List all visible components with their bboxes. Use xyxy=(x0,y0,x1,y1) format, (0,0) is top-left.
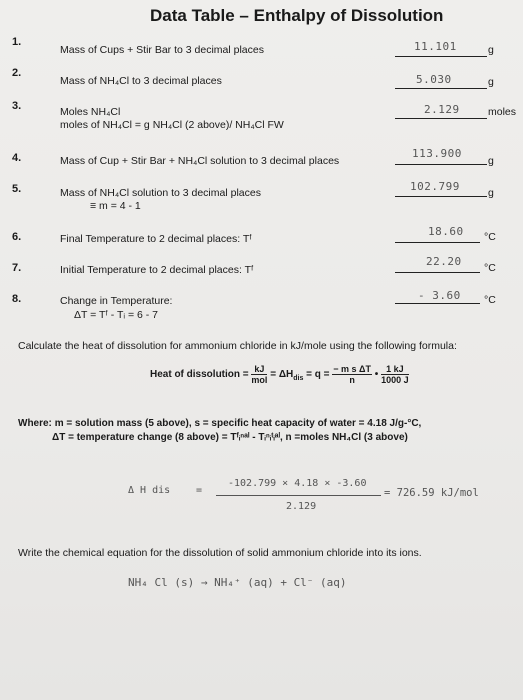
row-number: 4. xyxy=(12,152,22,164)
answer-line xyxy=(395,88,487,89)
formula-dot: • xyxy=(374,369,379,381)
row-number: 2. xyxy=(12,67,22,79)
instruction-text: Calculate the heat of dissolution for ammonium chloride in kJ/mole using the following formula: xyxy=(18,340,457,352)
where-line-1 xyxy=(18,418,421,429)
calc-lhs: Δ H dis xyxy=(128,485,171,496)
formula-fraction xyxy=(332,364,372,385)
unit-label: °C xyxy=(484,294,496,306)
row-label: Mass of NH₄Cl to 3 decimal places xyxy=(60,75,222,87)
chemical-equation[interactable]: NH₄ Cl (s) → NH₄⁺ (aq) + Cl⁻ (aq) xyxy=(128,576,347,589)
formula-q: = q = xyxy=(306,369,330,381)
page-title: Data Table – Enthalpy of Dissolution xyxy=(150,6,444,25)
formula-numerator: − m s ΔT xyxy=(333,364,372,374)
formula-prefix: Heat of dissolution = xyxy=(150,369,249,381)
where-text-2: ΔT = temperature change (8 above) = Tᶠᵢⁿᵃˡ - Tᵢⁿᵢᵗᵢᵃˡ, n =moles NH₄Cl (3 above) xyxy=(52,432,408,443)
unit-label: g xyxy=(488,155,494,167)
row-label: Final Temperature to 2 decimal places: Tᶠ xyxy=(60,233,252,245)
answer-value[interactable]: 102.799 xyxy=(410,180,460,193)
unit-label: °C xyxy=(484,262,496,274)
answer-line xyxy=(395,196,487,197)
row-number: 1. xyxy=(12,36,22,48)
row-number: 8. xyxy=(12,293,22,305)
answer-value[interactable]: 11.101 xyxy=(414,40,457,53)
row-label: Mass of Cup + Stir Bar + NH₄Cl solution to 3 decimal places xyxy=(60,155,340,167)
row-label: Change in Temperature: xyxy=(60,295,173,307)
answer-line xyxy=(395,242,480,243)
calc-equals: = xyxy=(196,485,203,496)
formula-kj-per-mol xyxy=(251,364,267,385)
answer-value[interactable]: 18.60 xyxy=(428,225,464,238)
row-sublabel: ΔT = Tᶠ - Tᵢ = 6 - 7 xyxy=(74,309,159,321)
formula-mol: mol xyxy=(251,375,268,385)
calc-result[interactable]: = 726.59 kJ/mol xyxy=(384,487,479,499)
formula-dh: = ΔH xyxy=(270,369,294,381)
formula-dh-sub: dis xyxy=(293,375,304,383)
answer-value[interactable]: 22.20 xyxy=(426,255,462,268)
calc-fraction-bar xyxy=(216,495,381,496)
row-number: 3. xyxy=(12,100,22,112)
row-number: 5. xyxy=(12,183,22,195)
unit-label: moles xyxy=(488,106,517,118)
unit-label: °C xyxy=(484,231,496,243)
row-number: 6. xyxy=(12,231,22,243)
answer-line xyxy=(395,164,487,165)
formula-kj: kJ xyxy=(251,364,267,375)
where-text-1: m = solution mass (5 above), s = specific heat capacity of water = 4.18 J/g-°C, xyxy=(54,418,422,429)
answer-line xyxy=(395,303,480,304)
where-label: Where: xyxy=(18,418,52,429)
row-label: Mass of Cups + Stir Bar to 3 decimal places xyxy=(60,44,264,56)
unit-label: g xyxy=(488,76,494,88)
answer-value[interactable]: 2.129 xyxy=(424,103,460,116)
formula-conv-top: 1 kJ xyxy=(381,364,409,375)
row-sublabel: ≡ m = 4 - 1 xyxy=(90,200,141,212)
row-label: Initial Temperature to 2 decimal places: Tᶠ xyxy=(60,264,254,276)
answer-value[interactable]: - 3.60 xyxy=(418,289,461,302)
answer-value[interactable]: 5.030 xyxy=(416,73,452,86)
answer-line xyxy=(395,118,487,119)
formula xyxy=(150,364,409,385)
calc-denominator[interactable]: 2.129 xyxy=(286,501,317,512)
unit-label: g xyxy=(488,187,494,199)
calc-numerator[interactable]: -102.799 × 4.18 × -3.60 xyxy=(228,478,367,489)
unit-label: g xyxy=(488,44,494,56)
question-text: Write the chemical equation for the dissolution of solid ammonium chloride into its ions. xyxy=(18,547,422,559)
formula-denominator: n xyxy=(349,375,355,385)
answer-value[interactable]: 113.900 xyxy=(412,147,462,160)
row-number: 7. xyxy=(12,262,22,274)
formula-conv-bottom: 1000 J xyxy=(381,375,409,385)
answer-line xyxy=(395,272,480,273)
formula-conversion xyxy=(381,364,409,385)
row-sublabel: moles of NH₄Cl = g NH₄Cl (2 above)/ NH₄Cl FW xyxy=(60,119,284,131)
answer-line xyxy=(395,56,487,57)
row-label: Moles NH₄Cl xyxy=(60,106,121,118)
row-label: Mass of NH₄Cl solution to 3 decimal places xyxy=(60,187,261,199)
